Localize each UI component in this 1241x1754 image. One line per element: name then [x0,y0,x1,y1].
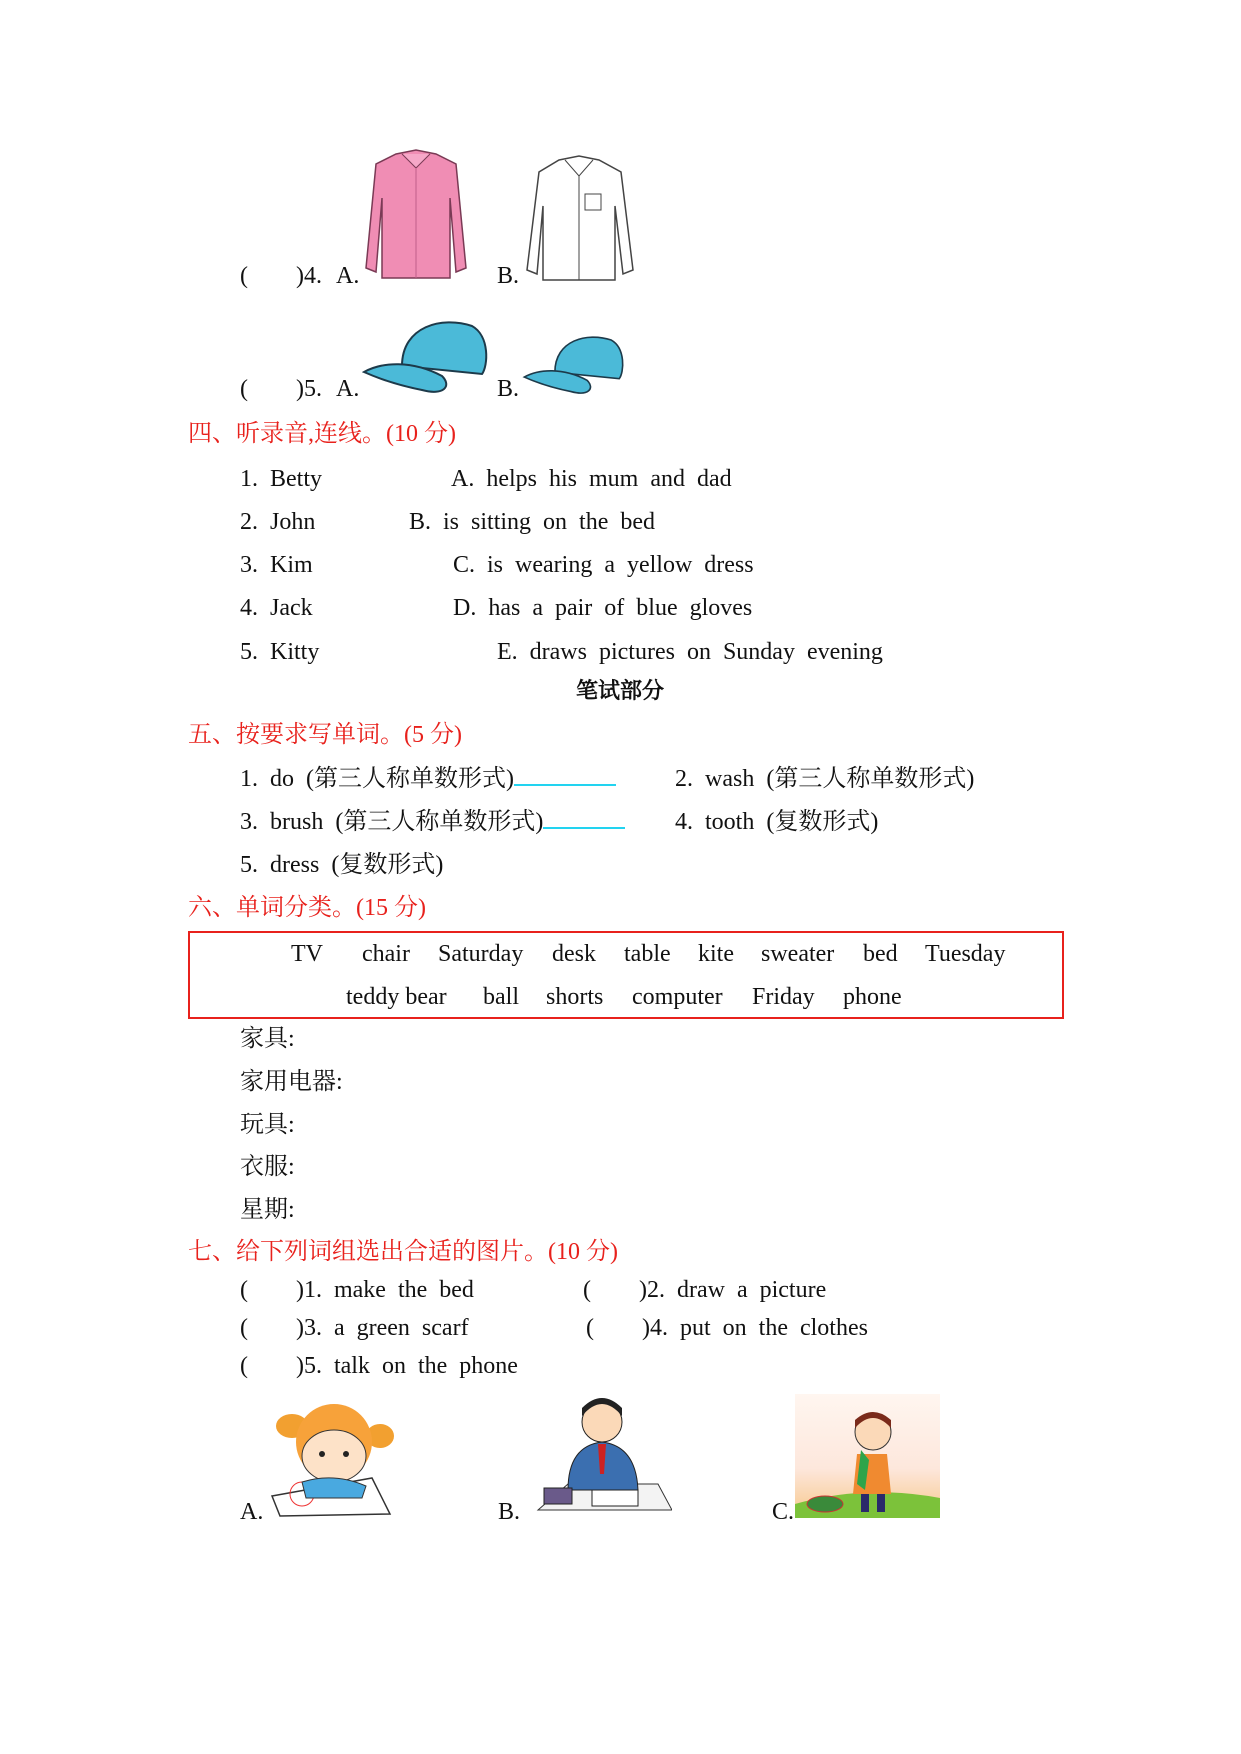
section6-title: 六、单词分类。(15 分) [188,895,426,921]
written-part-heading: 笔试部分 [576,679,665,704]
answer-blank[interactable] [514,780,616,786]
option-a-label: A. [336,376,360,402]
option-b-label: B. [497,263,520,289]
question-number: )5. [296,376,322,402]
answer-paren: ( [240,263,248,289]
word-bank-word: TV [291,941,323,967]
word-item: 4. tooth (复数形式) [675,809,879,835]
word-item: 1. do (第三人称单数形式) [240,766,514,792]
word-bank-word: shorts [546,984,604,1010]
word-bank-word: phone [843,984,902,1010]
word-bank-word: kite [698,941,734,967]
phrase-question: ( )2. draw a picture [583,1277,827,1303]
question-number: )4. [296,263,322,289]
word-bank-word: chair [362,941,410,967]
answer-blank[interactable] [543,823,625,829]
girl-green-scarf-image [795,1394,940,1518]
word-bank-word: desk [552,941,596,967]
answer-paren: ( [240,376,248,402]
word-bank-word: Tuesday [925,941,1006,967]
picture-label: B. [498,1499,521,1525]
category-label: 家具: [240,1026,295,1052]
word-item: 5. dress (复数形式) [240,852,444,878]
phrase-item: C. is wearing a yellow dress [453,552,754,578]
phrase-item: E. draws pictures on Sunday evening [497,639,883,665]
word-bank-word: ball [483,984,519,1010]
option-b-label: B. [497,376,520,402]
section4-title: 四、听录音,连线。(10 分) [188,421,456,447]
name-item: 1. Betty [240,466,322,492]
category-label: 衣服: [240,1154,295,1180]
picture-label: C. [772,1499,795,1525]
name-item: 5. Kitty [240,639,320,665]
phrase-question: ( )5. talk on the phone [240,1353,518,1379]
phrase-item: D. has a pair of blue gloves [453,595,753,621]
word-bank-word: computer [632,984,723,1010]
word-bank-word: Friday [752,984,815,1010]
word-bank-word: Saturday [438,941,524,967]
phrase-question: ( )4. put on the clothes [586,1315,868,1341]
big-blue-cap-image [362,316,492,398]
word-bank-word: bed [863,941,898,967]
category-label: 家用电器: [240,1069,343,1095]
white-shirt-image [523,154,637,284]
option-a-label: A. [336,263,360,289]
phrase-question: ( )3. a green scarf [240,1315,469,1341]
section7-title: 七、给下列词组选出合适的图片。(10 分) [188,1239,618,1265]
word-item: 2. wash (第三人称单数形式) [675,766,975,792]
picture-label: A. [240,1499,264,1525]
word-bank-word: sweater [761,941,835,967]
word-bank-word: teddy bear [346,984,447,1010]
pink-shirt-image [358,148,474,284]
category-label: 玩具: [240,1112,295,1138]
name-item: 3. Kim [240,552,313,578]
phrase-item: B. is sitting on the bed [409,509,655,535]
name-item: 4. Jack [240,595,313,621]
word-bank-word: table [624,941,671,967]
man-on-phone-image [528,1386,672,1518]
name-item: 2. John [240,509,316,535]
girl-drawing-image [262,1386,400,1518]
phrase-item: A. helps his mum and dad [451,466,732,492]
small-blue-cap-image [522,332,628,398]
category-label: 星期: [240,1197,295,1223]
phrase-question: ( )1. make the bed [240,1277,474,1303]
word-item: 3. brush (第三人称单数形式) [240,809,544,835]
section5-title: 五、按要求写单词。(5 分) [188,722,462,748]
